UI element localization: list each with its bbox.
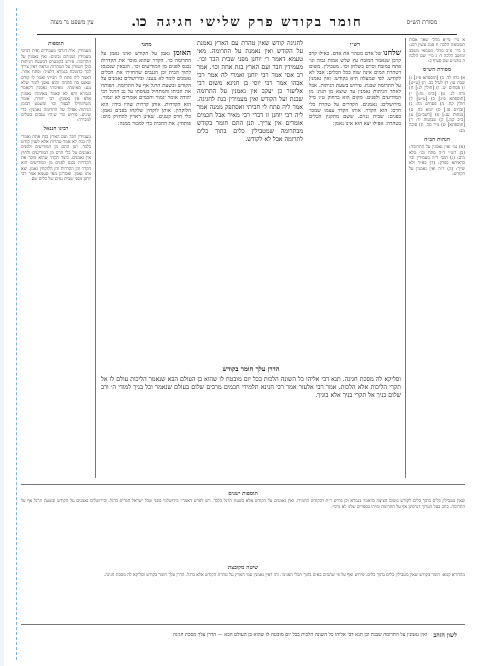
hagahot-label: הגהות הב״ח	[424, 137, 450, 144]
bottom-commentary-2	[21, 562, 465, 622]
shita-mekubetzet-label: שיטה מקובצת	[227, 565, 259, 571]
mishna-lead-word: האומן	[173, 48, 191, 58]
tosafot-text: מעמידין. אית דגרסי מעמידים ואית דגרסי מעמידין ושניהם נכונים: ואין נאמנין על התרומה. פירש בקונטרס דבשעת הגיתות כולן חשודין על הטהרות ונראה דאין צריך לכך כדמוכח בגמרא דלעיל: ופתח אחר. דאמר ליה פתח לי חביתי ואמר לו קודם שאגע בה פתחה והוא נאמן לומר שלא נגע: מאימתי. מאימתי נאמנין דקאמר בגמרא והא לא קאמר מאימתי נאמנין אלא אין נאמנין: רבי יהודה. אומר משיתחילו לבצור וכו׳ ומשמע דבזמן הגיתות אפילו על התרומה נאמנין: כדי שיגיע. פירוש כדי שיהיו ענבים בשלים למכירה:	[21, 49, 91, 124]
rashi-column	[309, 38, 401, 358]
masoret-label: מסורת הש״ס	[422, 67, 452, 74]
footer-text: ואין נאמנין על התרומה שבגת וכן תנא דבי אליהו כל השונה הלכות בכל יום מובטח לו שהוא בן העולם הבא — הדרן עלך מסכת חגיגה	[172, 632, 428, 638]
page-footer	[37, 628, 457, 642]
rabbeinu-chananel-text: מעמידין חבר ועם הארץ בגת אחת ואמרי לה בגת לא אמר טהרות אלא לענין קודש בלבד. תנן התם מן המודיעים ולפנים נאמנים על כלי חרס מן המודיעים ולחוץ אין נאמנים. כיצד הקדר שהוא מוכר את הקדרות נכנס לפנים מן המודיעים הוא הקדר והן הקדרות והן הלוקחין נאמן. יצא אינו נאמן. ואמרינן מאי טעמא אמר רבי יוחנן מפני שבית גנזים של כלים שם.	[21, 134, 91, 183]
bottom-commentary-1	[21, 488, 465, 558]
talmud-page	[16, 8, 469, 660]
mishna-column	[101, 38, 191, 358]
gemara-text: לחגיגה קודש שאין טהרת עם הארץ נאמנת על הקודש ואין נאמנת על התרומה. מאי טעמא דאמר ר׳ יוחנן מפני שבית הבד וכו׳. מעמידין חבר ועם הארץ בגת אחת וכו׳. אמר רב אסי אמר רבי יוחנן ואמרי לה אמר רבי אבהו אמר רבי יוסי בן חנינא משום רבי אליעזר בן יעקב אין נאמנין על התרומה שבגת ועל הקודש ואין מעמידין בגת לחגיגה. אמר ליה פתח לי חביתי ואסתפק ממנה אמר ליה רבי יוחנן זו דברי רבי מאיר אבל חכמים אומרים אין צריך. תנן התם חומר בקודש מבתרומה שמטבילין כלים בתוך כלים לתרומה אבל לא לקודש.	[197, 40, 303, 143]
ein-mishpat-text: א מיי׳ פי״א מהל׳ שאר אבות הטומאה הלכה ח סמג עשין רמג: ב מיי׳ פ״ב מהל׳ מטמאי משכב ומושב הלכה ד: ג מיי׳ שם הלכה ה טוש״ע שם סעיף ב:	[409, 38, 465, 65]
tosafot-yeshanim-label: תוספות ישנים	[228, 491, 258, 497]
rabbeinu-chananel-label: רבינו חננאל	[43, 126, 69, 133]
scan-edge	[0, 0, 4, 666]
page-title: חומר בקודש פרק שלישי חגיגה	[156, 15, 363, 30]
rashi-lead-word: שלחנו	[383, 48, 401, 58]
hagahot-text: (א) גמ׳ ואין נאמנין על התרומה: (ב) רש״י ד״ה פתח וכו׳ מלא מים: (ג) תוס׳ ד״ה מעמידין וכו׳ כדאיתא בפרק: (ד) בא״ד ולא שייך: (ה) ד״ה ואין נאמנין על הקודש:	[409, 145, 465, 177]
gemara-conclusion-text: וסליקא לה מסכת חגיגה. תנא דבי אליהו כל השונה הלכות בכל יום מובטח לו שהוא בן העולם הבא שנאמר הליכות עולם לו אל תקרי הליכות אלא הלכות. אמר רבי אלעזר אמר רבי חנינא תלמידי חכמים מרבים שלום בעולם שנאמר וכל בניך למודי ה׳ ורב שלום בניך אל תקרי בניך אלא בוניך.	[101, 376, 401, 399]
mishna-label: מתני׳	[140, 42, 152, 48]
hadran-banner: הדרן עלך חומר בקודש	[222, 365, 280, 373]
tosafot-label: תוספות	[48, 41, 64, 47]
shita-mekubetzet-text: מהדורא קמא: חומר בקודש שאין מטבילין כלים בתוך כלים. פירוש ואף על פי שהמים באים בתוך הכלי הפנימי. ותו דאין נאמנין עמי הארץ על טהרת הקודש אלא ברגל. הדרן עלך חומר בקודש וסליקא לה מסכת חגיגה.	[103, 573, 465, 579]
page-header	[37, 12, 457, 32]
daf-number: כו.	[131, 13, 147, 30]
divider-footer	[21, 624, 465, 625]
gemara-center	[197, 40, 303, 358]
header-rule	[37, 34, 457, 35]
left-margin-column	[409, 38, 465, 478]
tosafot-yeshanim-text: שאין מטבילין כלים בתוך כלים לקודש משום חציצה כדאמר בגמרא וכן פירש ר״ת דבקודש החמירו. ואין נאמנים על הקודש אלא בשעת הרגל בלבד. ויש לפרש דאמרי׳ בירושלמי מפני שכל ישראל חברים ברגל. ובירושלים נאמנים על הקודש ובשעת הרגל אף על התרומה. כתב בעל הערוך דגרסינן אף על התרומה ומיהו בספרים שלנו לא גרסי׳.	[21, 499, 465, 510]
mishna-text: נאמן על הקודש ואינו נאמן על התרומה כו׳. הקדר שהוא מוכר את הקדרות נכנס לפנים מן המודיעים וכו׳. הגבאין שנכנסו לתוך הבית וכן הגנבים שהחזירו את הכלים נאמנים לומר לא נגענו. ובירושלים נאמנים על הקודש ובשעת הרגל אף על התרומה. הפותח את חביתו והמתחיל בעיסתו על גב הרגל רבי יהודה אומר יגמור וחכמים אומרים לא יגמור.	[101, 51, 191, 102]
rashi-text: של אדם מטהר את אדם. כאילו קרב קרבן שנאמר המזבח עץ שלש אמות גבוה וגו׳ פתח במזבח וסיים בשלחן וכו׳. מטבילין. משום דטהרת המים אינה שוה בכל הכלים: אבל לא לקודש. לפי שמעלה היא בקודש: ואין נאמנין על התרומה שבגת. פירוש בשעת הגיתות. אבל לאחר הגיתות נאמנין עד שיצא מן הגת: מן המודיעים ולפנים. מקום הוא ברחוק ט״ו מיל מירושלים: נאמנים. הקדרים על טהרת כלי חרס: הוא הקדר. אותו הקדר עצמו שמכר בפנים: שבית גנזים. ששם מתקנין הכלים בטהרה: אפילו יצא הוא אינו נאמן:	[309, 51, 401, 127]
top-right-label: מסורת הש״ס	[406, 18, 438, 26]
gemara-wide	[101, 362, 401, 478]
divider-left	[95, 38, 96, 478]
divider-bottom	[21, 484, 465, 485]
footer-label: לשון הזהב	[433, 631, 457, 639]
rashi-text-continued: הוא הקדרות. אותן קדרות שהיו בידו: הוא הלוקחין. אותן לוקחין שלקחו בפנים נאמן: כלי חרס קטנים. שאינן ראויין להחזיק מים: פותחין. את החבית כדי למכור ממנה:	[101, 101, 191, 127]
masoret-text: א) נדה לד. ב) [תוספתא פ״ג] ג) שבת טו: ד) לעיל כב. ה) [ע״ש] ו) פסחים יט. ז) [חולין לג:] ח) נדה לג. ט) [ב״מ נח:] י) [תוספתא פ״ג] כ) [ע״ש] ל) חולין קח. מ) פסחים מה: נ) [זבחים פז.] ס) יומא כח. ע) [מנחות עג:] פ) [רשב״ם] צ) [ב״ב קמ.] ק) שבועות יד: ר) [תוספתא] ש) נזיר סה. ת) סוכה מב:	[409, 75, 465, 134]
rashi-label: רש״י	[349, 42, 361, 48]
divider-right	[405, 38, 406, 478]
tosafot-column	[21, 38, 91, 478]
top-left-label: עין משפט נר מצוה	[50, 18, 94, 26]
